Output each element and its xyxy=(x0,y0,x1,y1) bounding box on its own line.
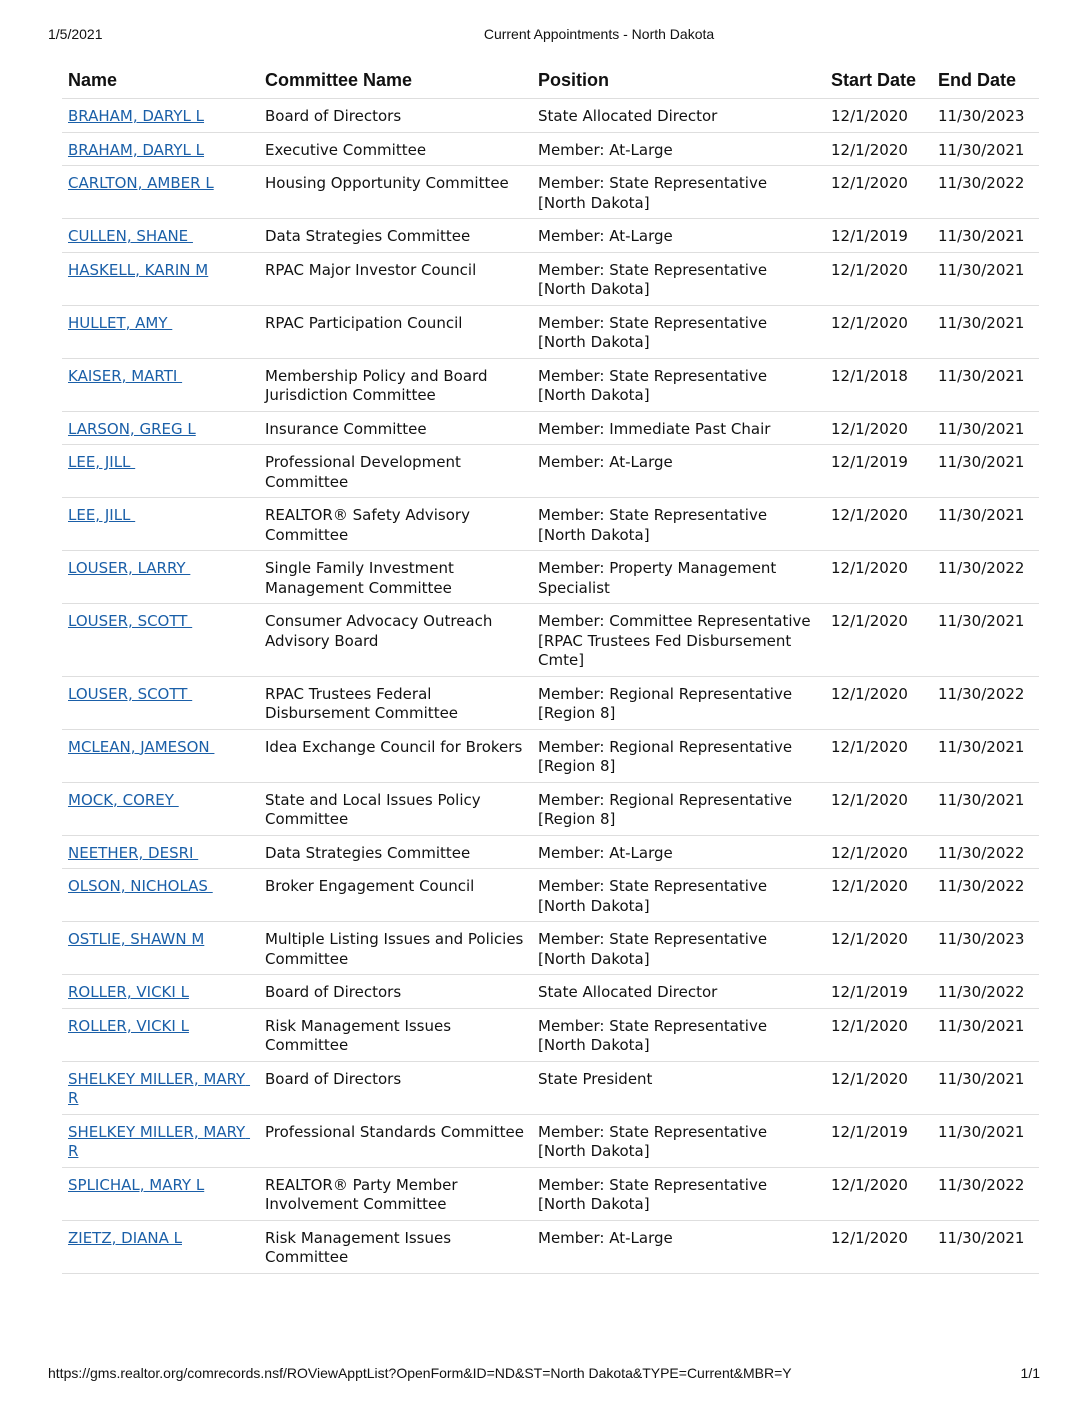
start-date-cell: 12/1/2020 xyxy=(825,99,932,133)
table-row xyxy=(62,358,1039,411)
start-date-cell: 12/1/2020 xyxy=(825,1220,932,1273)
table-row xyxy=(62,975,1039,1009)
position-cell: Member: State Representative [North Dakota] xyxy=(532,869,825,922)
end-date-cell: 11/30/2022 xyxy=(932,975,1039,1009)
member-name-cell xyxy=(62,1114,259,1167)
start-date-cell: 12/1/2020 xyxy=(825,551,932,604)
column-header-start-date: Start Date xyxy=(825,62,932,99)
end-date-cell: 11/30/2022 xyxy=(932,835,1039,869)
position-cell: Member: At-Large xyxy=(532,1220,825,1273)
committee-name-cell: Broker Engagement Council xyxy=(259,869,532,922)
position-cell: State Allocated Director xyxy=(532,975,825,1009)
end-date-cell: 11/30/2022 xyxy=(932,869,1039,922)
table-row xyxy=(62,166,1039,219)
column-header-committee: Committee Name xyxy=(259,62,532,99)
member-name-cell xyxy=(62,1167,259,1220)
start-date-cell: 12/1/2020 xyxy=(825,782,932,835)
member-name-cell xyxy=(62,498,259,551)
start-date-cell: 12/1/2020 xyxy=(825,729,932,782)
member-name-link[interactable]: BRAHAM, DARYL L xyxy=(68,107,205,125)
start-date-cell: 12/1/2020 xyxy=(825,166,932,219)
end-date-cell: 11/30/2021 xyxy=(932,219,1039,253)
member-name-cell xyxy=(62,975,259,1009)
end-date-cell: 11/30/2021 xyxy=(932,498,1039,551)
member-name-link[interactable]: ROLLER, VICKI L xyxy=(68,983,189,1001)
start-date-cell: 12/1/2020 xyxy=(825,252,932,305)
position-cell: Member: Immediate Past Chair xyxy=(532,411,825,445)
committee-name-cell: Data Strategies Committee xyxy=(259,219,532,253)
member-name-link[interactable]: SHELKEY MILLER, MARY R xyxy=(68,1069,251,1107)
start-date-cell: 12/1/2020 xyxy=(825,305,932,358)
start-date-cell: 12/1/2019 xyxy=(825,1114,932,1167)
member-name-link[interactable]: SPLICHAL, MARY L xyxy=(68,1175,205,1194)
member-name-link[interactable]: LOUSER, LARRY xyxy=(68,559,191,577)
end-date-cell: 11/30/2021 xyxy=(932,411,1039,445)
end-date-cell: 11/30/2022 xyxy=(932,1167,1039,1220)
member-name-cell xyxy=(62,869,259,922)
committee-name-cell: REALTOR® Party Member Involvement Committee xyxy=(259,1167,532,1220)
member-name-link[interactable]: MCLEAN, JAMESON xyxy=(68,737,215,756)
start-date-cell: 12/1/2020 xyxy=(825,1061,932,1114)
start-date-cell: 12/1/2020 xyxy=(825,1008,932,1061)
committee-name-cell: Multiple Listing Issues and Policies Committee xyxy=(259,922,532,975)
table-row xyxy=(62,729,1039,782)
member-name-cell xyxy=(62,551,259,604)
member-name-cell xyxy=(62,219,259,253)
start-date-cell: 12/1/2020 xyxy=(825,835,932,869)
member-name-cell xyxy=(62,835,259,869)
member-name-cell xyxy=(62,1220,259,1273)
member-name-cell xyxy=(62,782,259,835)
position-cell: Member: Regional Representative [Region 8] xyxy=(532,782,825,835)
member-name-cell xyxy=(62,411,259,445)
committee-name-cell: Data Strategies Committee xyxy=(259,835,532,869)
position-cell: Member: At-Large xyxy=(532,219,825,253)
start-date-cell: 12/1/2020 xyxy=(825,604,932,677)
end-date-cell: 11/30/2022 xyxy=(932,676,1039,729)
position-cell: Member: State Representative [North Dakota] xyxy=(532,252,825,305)
member-name-link[interactable]: LEE, JILL xyxy=(68,453,136,471)
start-date-cell: 12/1/2020 xyxy=(825,498,932,551)
committee-name-cell: REALTOR® Safety Advisory Committee xyxy=(259,498,532,551)
member-name-link[interactable]: ROLLER, VICKI L xyxy=(68,1016,189,1035)
table-row xyxy=(62,1008,1039,1061)
table-row xyxy=(62,445,1039,498)
member-name-link[interactable]: LARSON, GREG L xyxy=(68,419,196,438)
start-date-cell: 12/1/2020 xyxy=(825,922,932,975)
member-name-cell xyxy=(62,729,259,782)
table-row xyxy=(62,411,1039,445)
position-cell: Member: State Representative [North Dakota] xyxy=(532,922,825,975)
end-date-cell: 11/30/2021 xyxy=(932,1061,1039,1114)
committee-name-cell: Risk Management Issues Committee xyxy=(259,1008,532,1061)
table-row xyxy=(62,1220,1039,1273)
committee-name-cell: Risk Management Issues Committee xyxy=(259,1220,532,1273)
member-name-link[interactable]: ZIETZ, DIANA L xyxy=(68,1228,182,1247)
committee-name-cell: RPAC Participation Council xyxy=(259,305,532,358)
position-cell: Member: At-Large xyxy=(532,445,825,498)
table-header xyxy=(62,62,1039,99)
position-cell: Member: Regional Representative [Region 8] xyxy=(532,729,825,782)
committee-name-cell: Single Family Investment Management Committee xyxy=(259,551,532,604)
committee-name-cell: Professional Development Committee xyxy=(259,445,532,498)
position-cell: State Allocated Director xyxy=(532,99,825,133)
committee-name-cell: Professional Standards Committee xyxy=(259,1114,532,1167)
committee-name-cell: Board of Directors xyxy=(259,1061,532,1114)
table-row xyxy=(62,1061,1039,1114)
member-name-link[interactable]: HASKELL, KARIN M xyxy=(68,260,209,279)
table-row xyxy=(62,498,1039,551)
table-row xyxy=(62,1114,1039,1167)
member-name-link[interactable]: BRAHAM, DARYL L xyxy=(68,140,205,159)
end-date-cell: 11/30/2023 xyxy=(932,922,1039,975)
member-name-link[interactable]: OSTLIE, SHAWN M xyxy=(68,930,205,948)
end-date-cell: 11/30/2021 xyxy=(932,782,1039,835)
table-body xyxy=(62,99,1039,1274)
end-date-cell: 11/30/2021 xyxy=(932,604,1039,677)
committee-name-cell: State and Local Issues Policy Committee xyxy=(259,782,532,835)
member-name-cell xyxy=(62,99,259,133)
member-name-cell xyxy=(62,445,259,498)
committee-name-cell: Housing Opportunity Committee xyxy=(259,166,532,219)
member-name-cell xyxy=(62,1061,259,1114)
start-date-cell: 12/1/2019 xyxy=(825,975,932,1009)
position-cell: Member: State Representative [North Dakota] xyxy=(532,305,825,358)
start-date-cell: 12/1/2020 xyxy=(825,411,932,445)
member-name-link[interactable]: HULLET, AMY xyxy=(68,313,173,332)
print-date: 1/5/2021 xyxy=(48,26,103,42)
table-row xyxy=(62,835,1039,869)
member-name-link[interactable]: SHELKEY MILLER, MARY R xyxy=(68,1122,251,1160)
position-cell: Member: Regional Representative [Region 8] xyxy=(532,676,825,729)
position-cell: Member: State Representative [North Dakota] xyxy=(532,1167,825,1220)
column-header-name: Name xyxy=(62,62,259,99)
member-name-link[interactable]: LOUSER, SCOTT xyxy=(68,612,193,630)
member-name-link[interactable]: KAISER, MARTI xyxy=(68,366,183,385)
position-cell: Member: State Representative [North Dakota] xyxy=(532,1008,825,1061)
committee-name-cell: RPAC Major Investor Council xyxy=(259,252,532,305)
table-row xyxy=(62,922,1039,975)
member-name-cell xyxy=(62,358,259,411)
committee-name-cell: Insurance Committee xyxy=(259,411,532,445)
member-name-link[interactable]: LOUSER, SCOTT xyxy=(68,684,193,703)
member-name-link[interactable]: CARLTON, AMBER L xyxy=(68,174,214,192)
committee-name-cell: Board of Directors xyxy=(259,99,532,133)
end-date-cell: 11/30/2021 xyxy=(932,305,1039,358)
table-row xyxy=(62,99,1039,133)
position-cell: State President xyxy=(532,1061,825,1114)
end-date-cell: 11/30/2021 xyxy=(932,1220,1039,1273)
member-name-cell xyxy=(62,305,259,358)
table-row xyxy=(62,305,1039,358)
page-title: Current Appointments - North Dakota xyxy=(483,26,715,42)
member-name-link[interactable]: MOCK, COREY xyxy=(68,790,179,809)
member-name-cell xyxy=(62,252,259,305)
committee-name-cell: Board of Directors xyxy=(259,975,532,1009)
member-name-cell xyxy=(62,676,259,729)
table-row xyxy=(62,604,1039,677)
end-date-cell: 11/30/2022 xyxy=(932,166,1039,219)
member-name-cell xyxy=(62,1008,259,1061)
member-name-link[interactable]: NEETHER, DESRI xyxy=(68,843,199,862)
column-header-position: Position xyxy=(532,62,825,99)
end-date-cell: 11/30/2021 xyxy=(932,729,1039,782)
start-date-cell: 12/1/2019 xyxy=(825,219,932,253)
position-cell: Member: State Representative [North Dakota] xyxy=(532,358,825,411)
appointments-table xyxy=(62,62,1039,1274)
header-row xyxy=(62,62,1039,99)
position-cell: Member: Committee Representative [RPAC Trustees Fed Disbursement Cmte] xyxy=(532,604,825,677)
table-row xyxy=(62,551,1039,604)
committee-name-cell: Idea Exchange Council for Brokers xyxy=(259,729,532,782)
page-url: https://gms.realtor.org/comrecords.nsf/ROViewApptList?OpenForm&ID=ND&ST=North Dakota&TYPE=Current&MBR=Y xyxy=(48,1365,792,1381)
position-cell: Member: Property Management Specialist xyxy=(532,551,825,604)
position-cell: Member: At-Large xyxy=(532,132,825,166)
member-name-link[interactable]: LEE, JILL xyxy=(68,506,136,524)
position-cell: Member: State Representative [North Dakota] xyxy=(532,166,825,219)
end-date-cell: 11/30/2021 xyxy=(932,445,1039,498)
end-date-cell: 11/30/2021 xyxy=(932,252,1039,305)
start-date-cell: 12/1/2019 xyxy=(825,445,932,498)
table-row xyxy=(62,869,1039,922)
start-date-cell: 12/1/2020 xyxy=(825,132,932,166)
end-date-cell: 11/30/2023 xyxy=(932,99,1039,133)
end-date-cell: 11/30/2021 xyxy=(932,358,1039,411)
member-name-link[interactable]: OLSON, NICHOLAS xyxy=(68,877,213,895)
end-date-cell: 11/30/2021 xyxy=(932,1008,1039,1061)
start-date-cell: 12/1/2020 xyxy=(825,869,932,922)
table-row xyxy=(62,676,1039,729)
member-name-cell xyxy=(62,604,259,677)
member-name-link[interactable]: CULLEN, SHANE xyxy=(68,227,193,245)
member-name-cell xyxy=(62,166,259,219)
table-row xyxy=(62,219,1039,253)
start-date-cell: 12/1/2018 xyxy=(825,358,932,411)
column-header-end-date: End Date xyxy=(932,62,1039,99)
member-name-cell xyxy=(62,922,259,975)
position-cell: Member: State Representative [North Dakota] xyxy=(532,498,825,551)
table-row xyxy=(62,132,1039,166)
table-row xyxy=(62,1167,1039,1220)
start-date-cell: 12/1/2020 xyxy=(825,676,932,729)
start-date-cell: 12/1/2020 xyxy=(825,1167,932,1220)
page-number: 1/1 xyxy=(1020,1365,1040,1381)
end-date-cell: 11/30/2021 xyxy=(932,132,1039,166)
position-cell: Member: At-Large xyxy=(532,835,825,869)
position-cell: Member: State Representative [North Dakota] xyxy=(532,1114,825,1167)
member-name-cell xyxy=(62,132,259,166)
table-row xyxy=(62,252,1039,305)
end-date-cell: 11/30/2021 xyxy=(932,1114,1039,1167)
committee-name-cell: Consumer Advocacy Outreach Advisory Board xyxy=(259,604,532,677)
committee-name-cell: Membership Policy and Board Jurisdiction Committee xyxy=(259,358,532,411)
committee-name-cell: RPAC Trustees Federal Disbursement Committee xyxy=(259,676,532,729)
table-row xyxy=(62,782,1039,835)
committee-name-cell: Executive Committee xyxy=(259,132,532,166)
end-date-cell: 11/30/2022 xyxy=(932,551,1039,604)
